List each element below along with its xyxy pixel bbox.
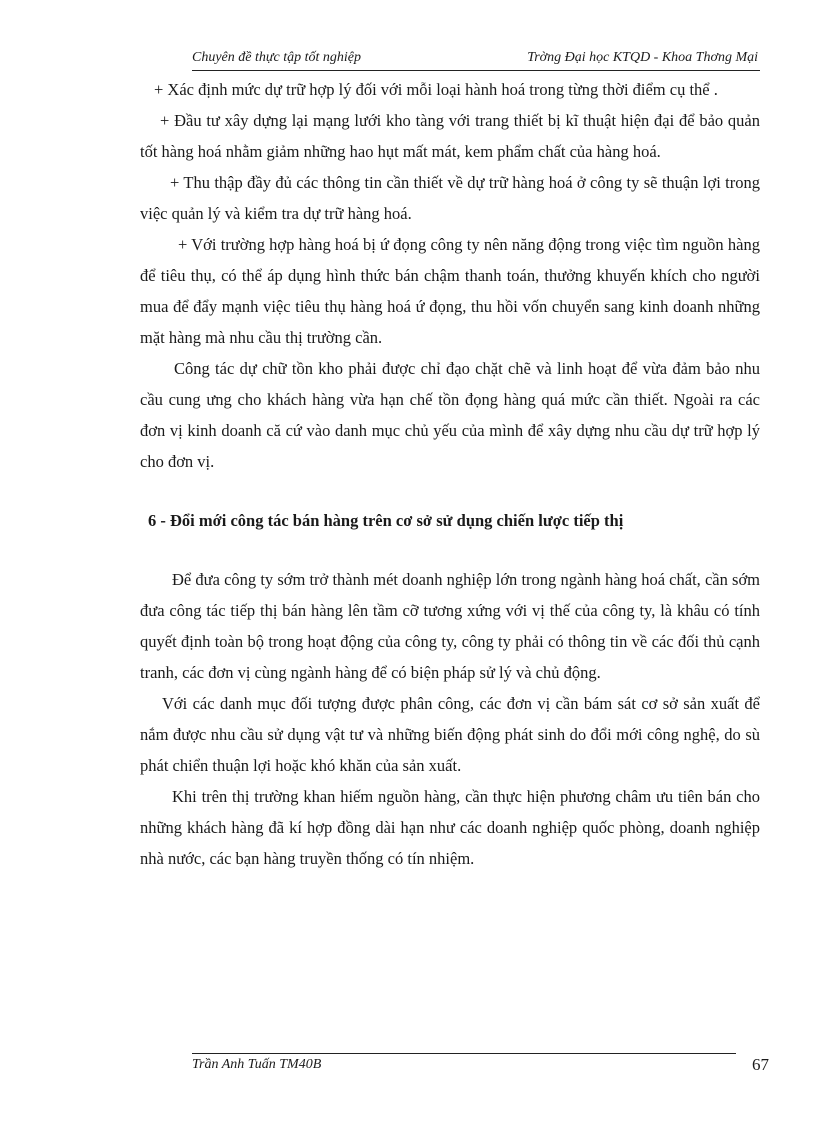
footer-divider bbox=[192, 1053, 736, 1054]
header-title: Chuyên đề thực tập tốt nghiệp bbox=[192, 50, 361, 65]
paragraph: + Xác định mức dự trữ hợp lý đối với mỗi loại hành hoá trong từng thời điểm cụ thể . bbox=[154, 80, 718, 99]
paragraph: Để đưa công ty sớm trở thành mét doanh nghiệp lớn trong ngành hàng hoá chất, cần sớm đưa công tác tiếp thị bán hàng lên tầm cỡ tương xứng với vị thế của công ty, là khâu có tính quyết định toàn bộ trong hoạt động của công ty, công ty phải có thông tin về các đối thủ cạnh tranh, các đơn vị cùng ngành hàng để có biện pháp sử lý và chủ động. bbox=[140, 570, 760, 682]
header-school: Trờng Đại học KTQD - Khoa Thơng Mại bbox=[527, 50, 758, 65]
page-number: 67 bbox=[752, 1055, 769, 1074]
paragraph: Khi trên thị trường khan hiếm nguồn hàng, cần thực hiện phương châm ưu tiên bán cho những khách hàng đã kí hợp đồng dài hạn như các doanh nghiệp quốc phòng, doanh nghiệp nhà nước, các bạn hàng truyền thống có tín nhiệm. bbox=[140, 787, 760, 868]
page-header bbox=[192, 48, 760, 71]
paragraph: + Thu thập đầy đủ các thông tin cần thiết về dự trữ hàng hoá ở công ty sẽ thuận lợi trong việc quản lý và kiểm tra dự trữ hàng hoá. bbox=[140, 173, 760, 223]
paragraph: Công tác dự chữ tồn kho phải được chỉ đạo chặt chẽ và linh hoạt để vừa đảm bảo nhu cầu cung ưng cho khách hàng vừa hạn chế tồn đọng hàng quá mức cần thiết. Ngoài ra các đơn vị kinh doanh că cứ vào danh mục chủ yếu của mình để xây dựng nhu cầu dự trữ hợp lý cho đơn vị. bbox=[140, 359, 760, 471]
page-body bbox=[140, 74, 760, 874]
footer-author: Trần Anh Tuấn TM40B bbox=[192, 1057, 322, 1072]
section-heading: 6 - Đổi mới công tác bán hàng trên cơ sở sử dụng chiến lược tiếp thị bbox=[148, 511, 624, 530]
paragraph: Với các danh mục đối tượng được phân công, các đơn vị cần bám sát cơ sở sản xuất để nắm được nhu cầu sử dụng vật tư và những biến động phát sinh do đổi mới công nghệ, do sù phát chiển thuận lợi hoặc khó khăn của sản xuất. bbox=[140, 694, 760, 775]
paragraph: + Với trường hợp hàng hoá bị ứ đọng công ty nên năng động trong việc tìm nguồn hàng để tiêu thụ, có thể áp dụng hình thức bán chậm thanh toán, thưởng khuyến khích cho người mua để đẩy mạnh việc tiêu thụ hàng hoá ứ đọng, thu hồi vốn chuyển sang kinh doanh những mặt hàng mà nhu cầu thị trường cần. bbox=[140, 235, 760, 347]
paragraph: + Đầu tư xây dựng lại mạng lưới kho tàng với trang thiết bị kĩ thuật hiện đại để bảo quản tốt hàng hoá nhằm giảm những hao hụt mất mát, kem phẩm chất của hàng hoá. bbox=[140, 111, 760, 161]
